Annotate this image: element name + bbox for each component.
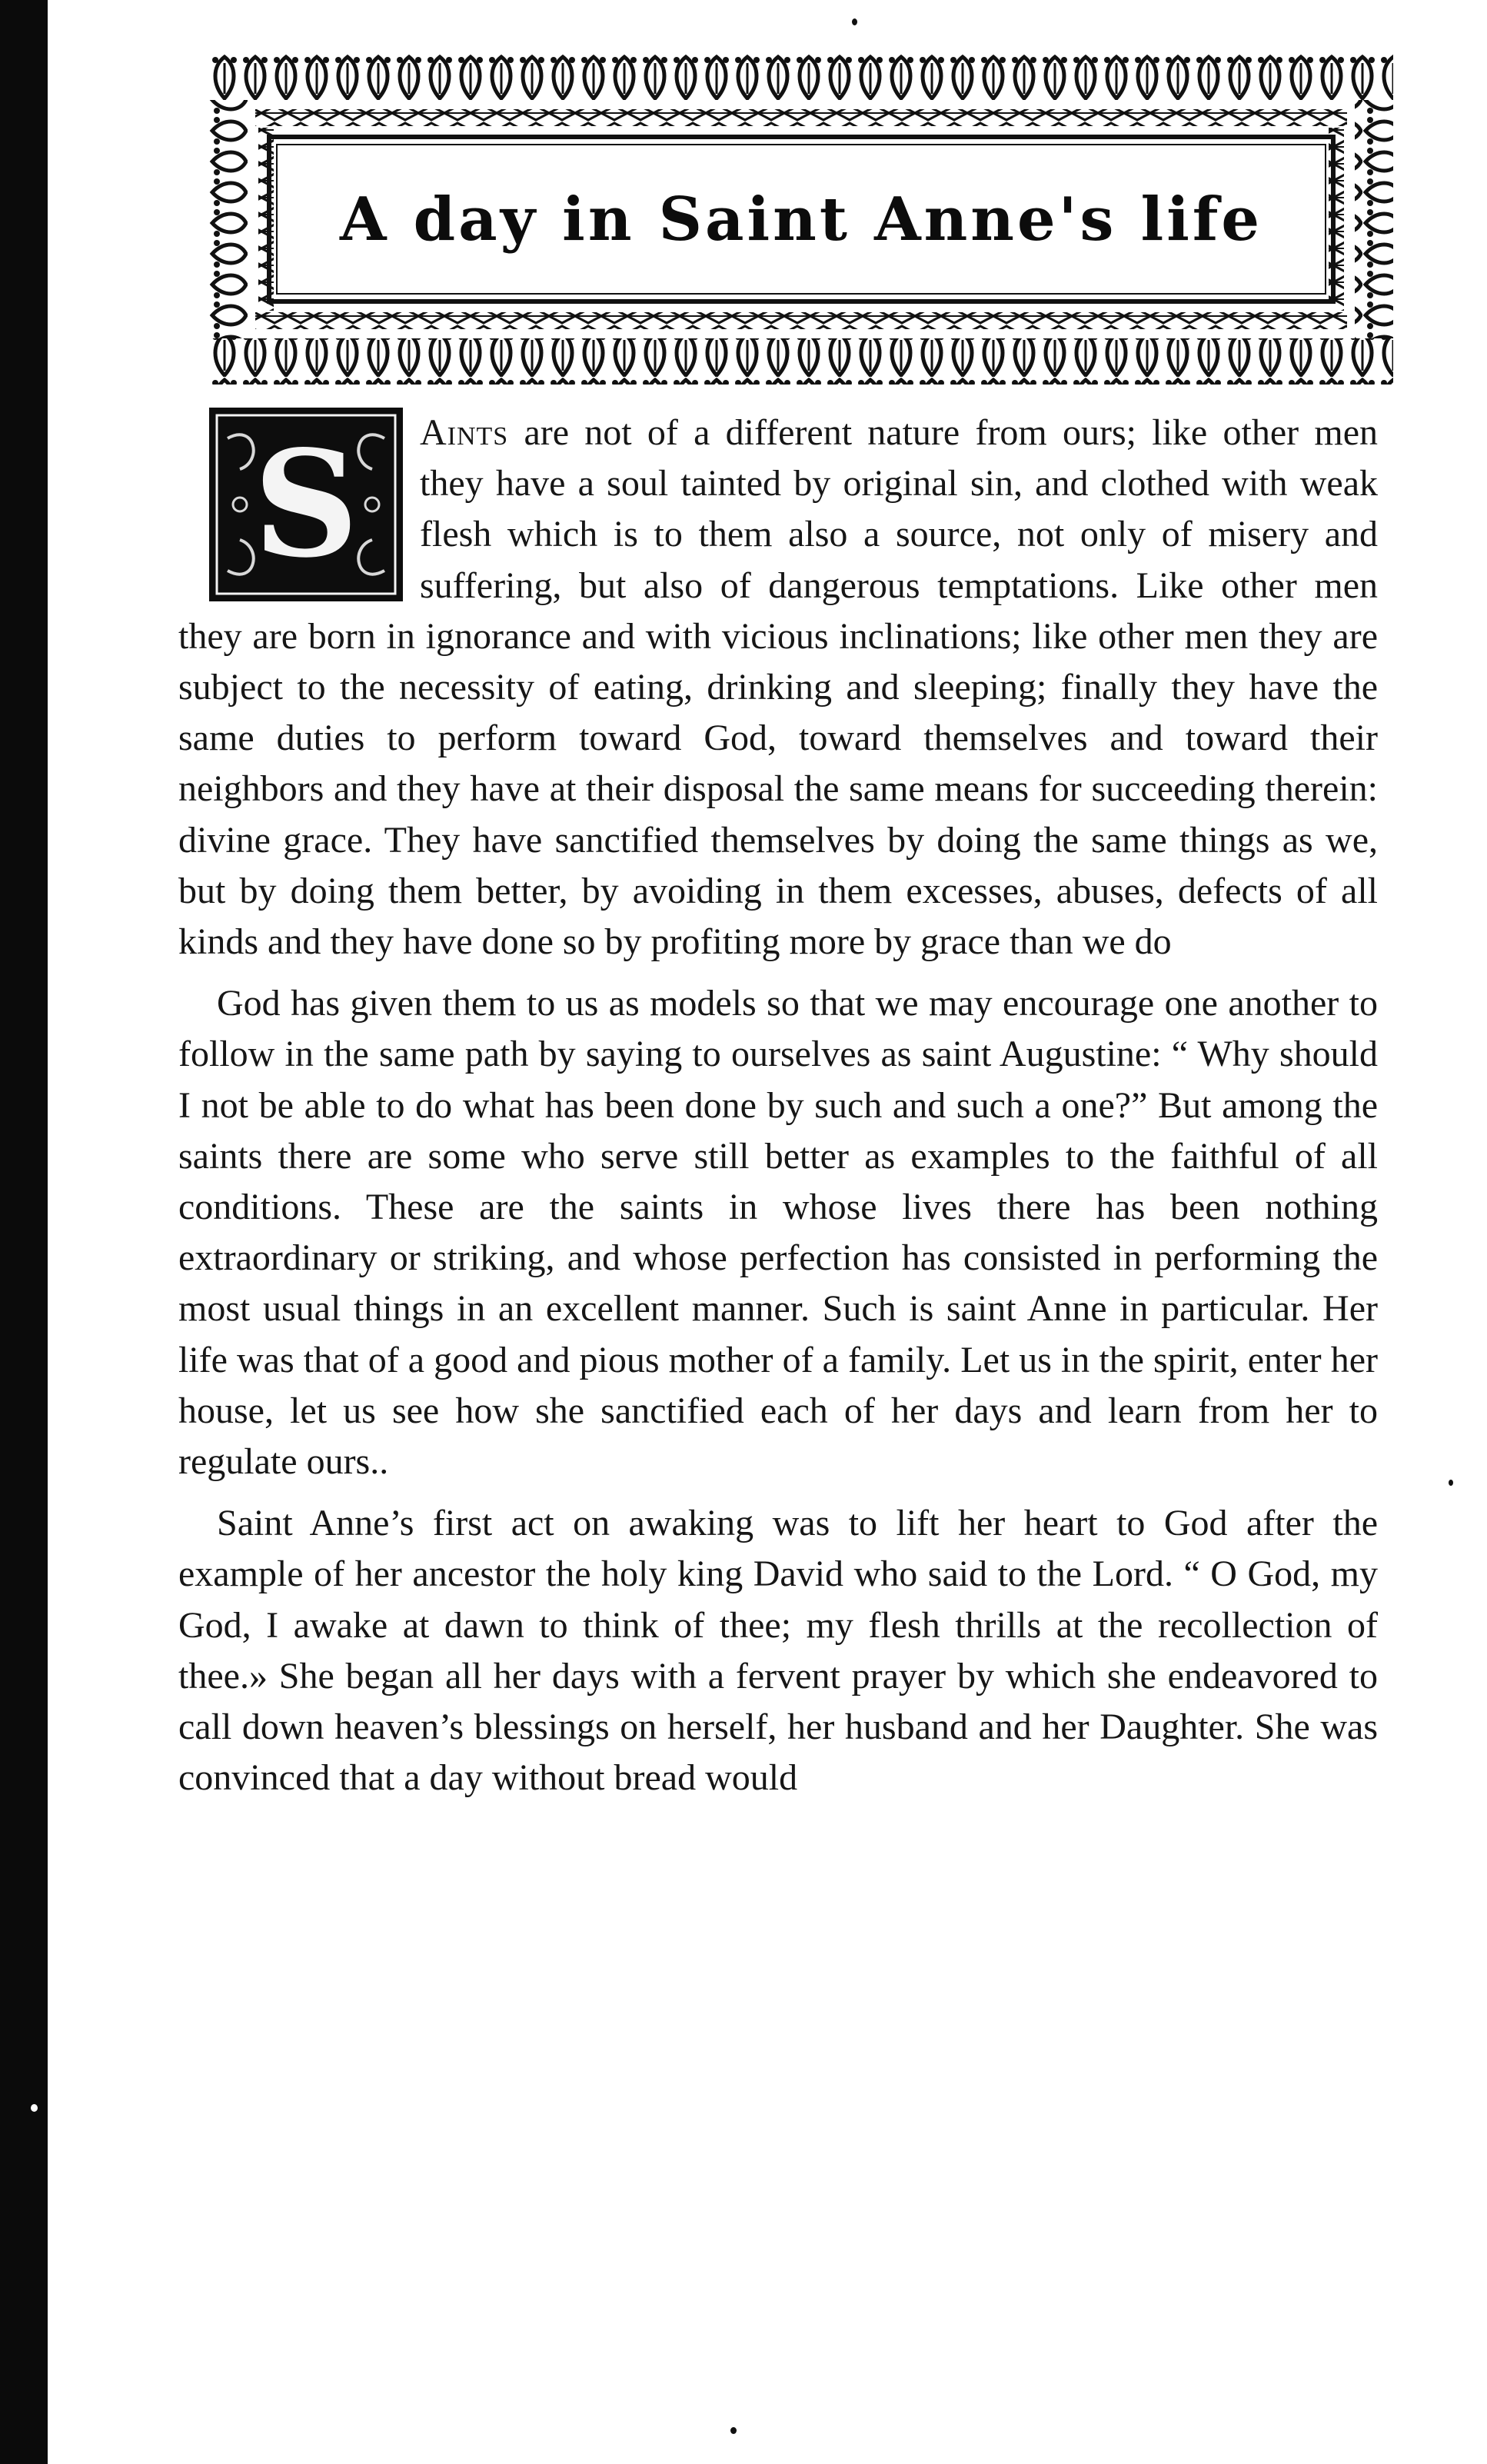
- paragraph-1-text: are not of a different nature from ours; like other men they have a soul tainted by original sin, and clothed with weak flesh which is to them also a source, not only of misery and suffering, but also of dangerous temptations. Like other men they are born in ignorance and with vicious inclinations; like other men they are subject to the necessity of eating, drinking and sleeping; finally they have the same duties to perform toward God, toward themselves and toward their neighbors and they have at their disposal the same means for succeeding therein: divine grace. They have sanctified themselves by doing the same things as we, but by doing them better, by avoiding in them excesses, abuses, defects of all kinds and they have done so by profiting more by grace than we do: [178, 412, 1378, 963]
- paragraph-2: God has given them to us as models so that we may encourage one another to follow in the same path by saying to ourselves as saint Augustine: “ Why should I not be able to do what has been done by such and such a one?” But among the saints there are some who serve still better as examples to the faithful of all conditions. These are the saints in whose lives there has been nothing extraordinary or striking, and whose perfection has consisted in performing the most usual things in an excellent manner. Such is saint Anne in particular. Her life was that of a good and pious mother of a family. Let us in the spirit, enter her house, let us see how she sanctified each of her days and learn from her to regulate ours..: [178, 983, 1378, 1483]
- title-panel: [271, 140, 1332, 298]
- drop-cap-letter: S: [253, 418, 359, 590]
- page-title: A day in Saint Anne's life: [339, 184, 1263, 255]
- scan-speck: [852, 18, 857, 25]
- opening-word: Aints: [420, 412, 509, 453]
- scan-speck: [1449, 1480, 1453, 1486]
- scan-speck: [31, 2104, 38, 2112]
- chapter-body: [178, 408, 1378, 1803]
- book-spine-shadow: [0, 0, 48, 2464]
- ornamental-title-frame: [209, 54, 1393, 385]
- drop-cap: [209, 408, 403, 601]
- paragraph-3: Saint Anne’s first act on awaking was to lift her heart to God after the example of her ancestor the holy king David who said to the Lord. “ O God, my God, I awake at dawn to think of thee; my flesh thrills at the recollection of thee.» She began all her days with a fervent prayer by which she endeavored to call down heaven’s blessings on herself, her husband and her Daughter. She was convinced that a day without bread would: [178, 1503, 1378, 1799]
- scan-speck: [730, 2427, 737, 2434]
